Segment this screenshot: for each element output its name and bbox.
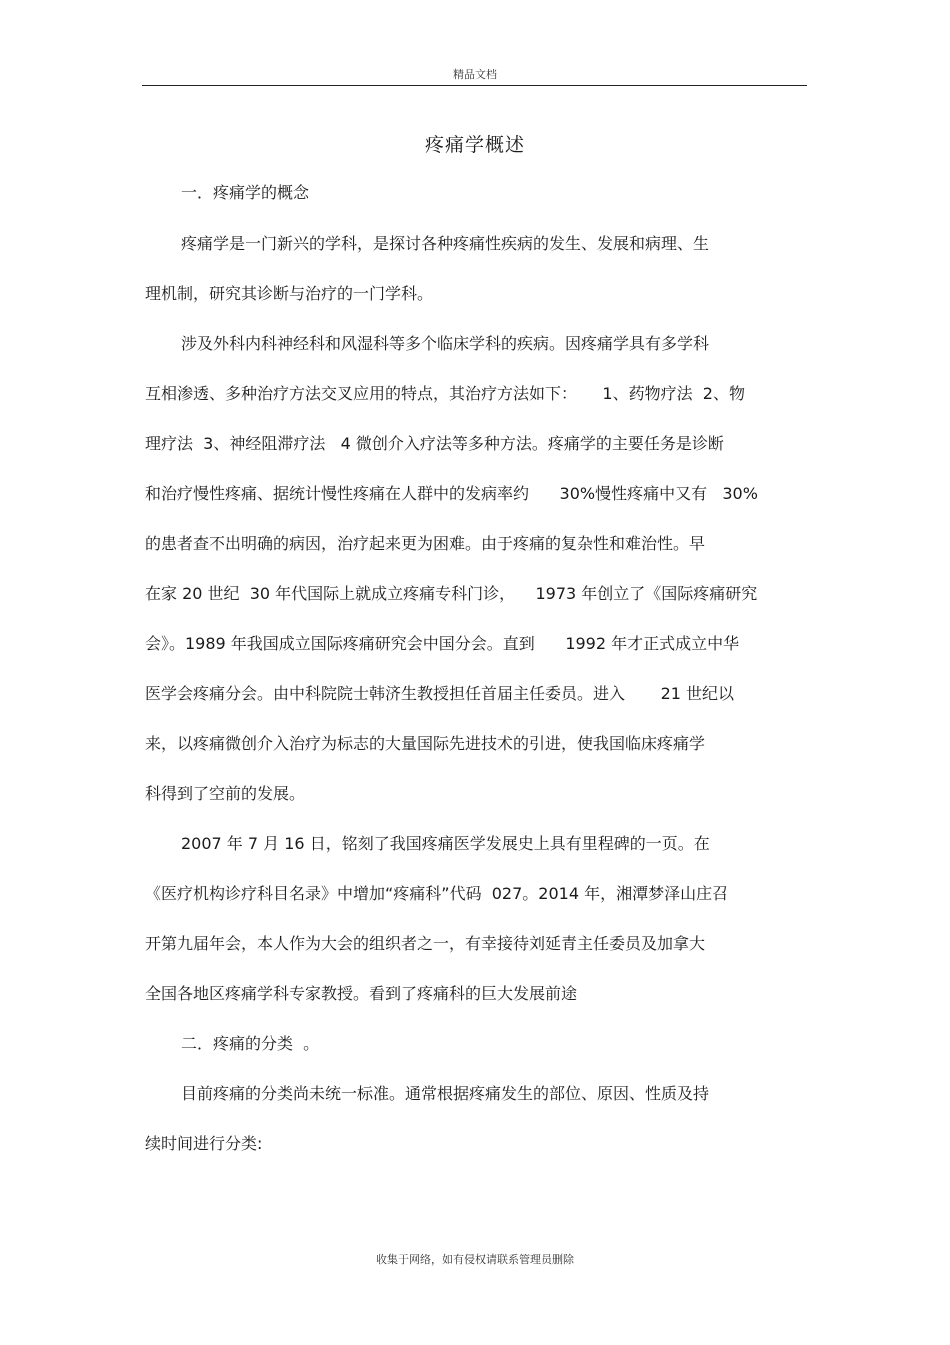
page-footer-label: 收集于网络，如有侵权请联系管理员删除 [376, 1253, 574, 1266]
paragraph-line: 医学会疼痛分会。由中科院院士韩济生教授担任首届主任委员。进入 21 世纪以 [145, 684, 735, 703]
paragraph-line: 《医疗机构诊疗科目名录》中增加“疼痛科”代码 027。2014 年，湘潭梦泽山庄召 [145, 884, 729, 903]
paragraph-line: 开第九届年会，本人作为大会的组织者之一，有幸接待刘延青主任委员及加拿大 [145, 934, 706, 953]
paragraph-line: 目前疼痛的分类尚未统一标准。通常根据疼痛发生的部位、原因、性质及持 [181, 1084, 710, 1103]
section-heading: 一．疼痛学的概念 [181, 183, 310, 202]
document-title: 疼痛学概述 [424, 134, 525, 156]
paragraph-line: 的患者查不出明确的病因，治疗起来更为困难。由于疼痛的复杂性和难治性。早 [145, 534, 706, 553]
paragraph-line: 和治疗慢性疼痛、据统计慢性疼痛在人群中的发病率约 30%慢性疼痛中又有 30% [145, 484, 758, 503]
paragraph-line: 理疗法 3、神经阻滞疗法 4 微创介入疗法等多种方法。疼痛学的主要任务是诊断 [145, 434, 724, 453]
section-heading: 二．疼痛的分类 。 [181, 1034, 320, 1053]
paragraph-line: 互相渗透、多种治疗方法交叉应用的特点，其治疗方法如下： 1、药物疗法 2、物 [145, 384, 745, 403]
paragraph-line: 疼痛学是一门新兴的学科，是探讨各种疼痛性疾病的发生、发展和病理、生 [181, 234, 710, 253]
paragraph-line: 来，以疼痛微创介入治疗为标志的大量国际先进技术的引进，使我国临床疼痛学 [145, 734, 706, 753]
header-divider [142, 85, 807, 86]
paragraph-line: 涉及外科内科神经科和风湿科等多个临床学科的疾病。因疼痛学具有多学科 [181, 334, 710, 353]
paragraph-line: 全国各地区疼痛学科专家教授。看到了疼痛科的巨大发展前途 [145, 984, 578, 1003]
paragraph-line: 科得到了空前的发展。 [145, 784, 306, 803]
paragraph-line: 会》。1989 年我国成立国际疼痛研究会中国分会。直到 1992 年才正式成立中华 [145, 634, 740, 653]
paragraph-line: 2007 年 7 月 16 日，铭刻了我国疼痛医学发展史上具有里程碑的一页。在 [181, 834, 710, 853]
paragraph-line: 理机制，研究其诊断与治疗的一门学科。 [145, 284, 434, 303]
paragraph-line: 续时间进行分类: [145, 1134, 263, 1153]
paragraph-line: 在家 20 世纪 30 年代国际上就成立疼痛专科门诊， 1973 年创立了《国际疼痛研究 [145, 584, 758, 603]
page-header-label: 精品文档 [453, 68, 497, 81]
